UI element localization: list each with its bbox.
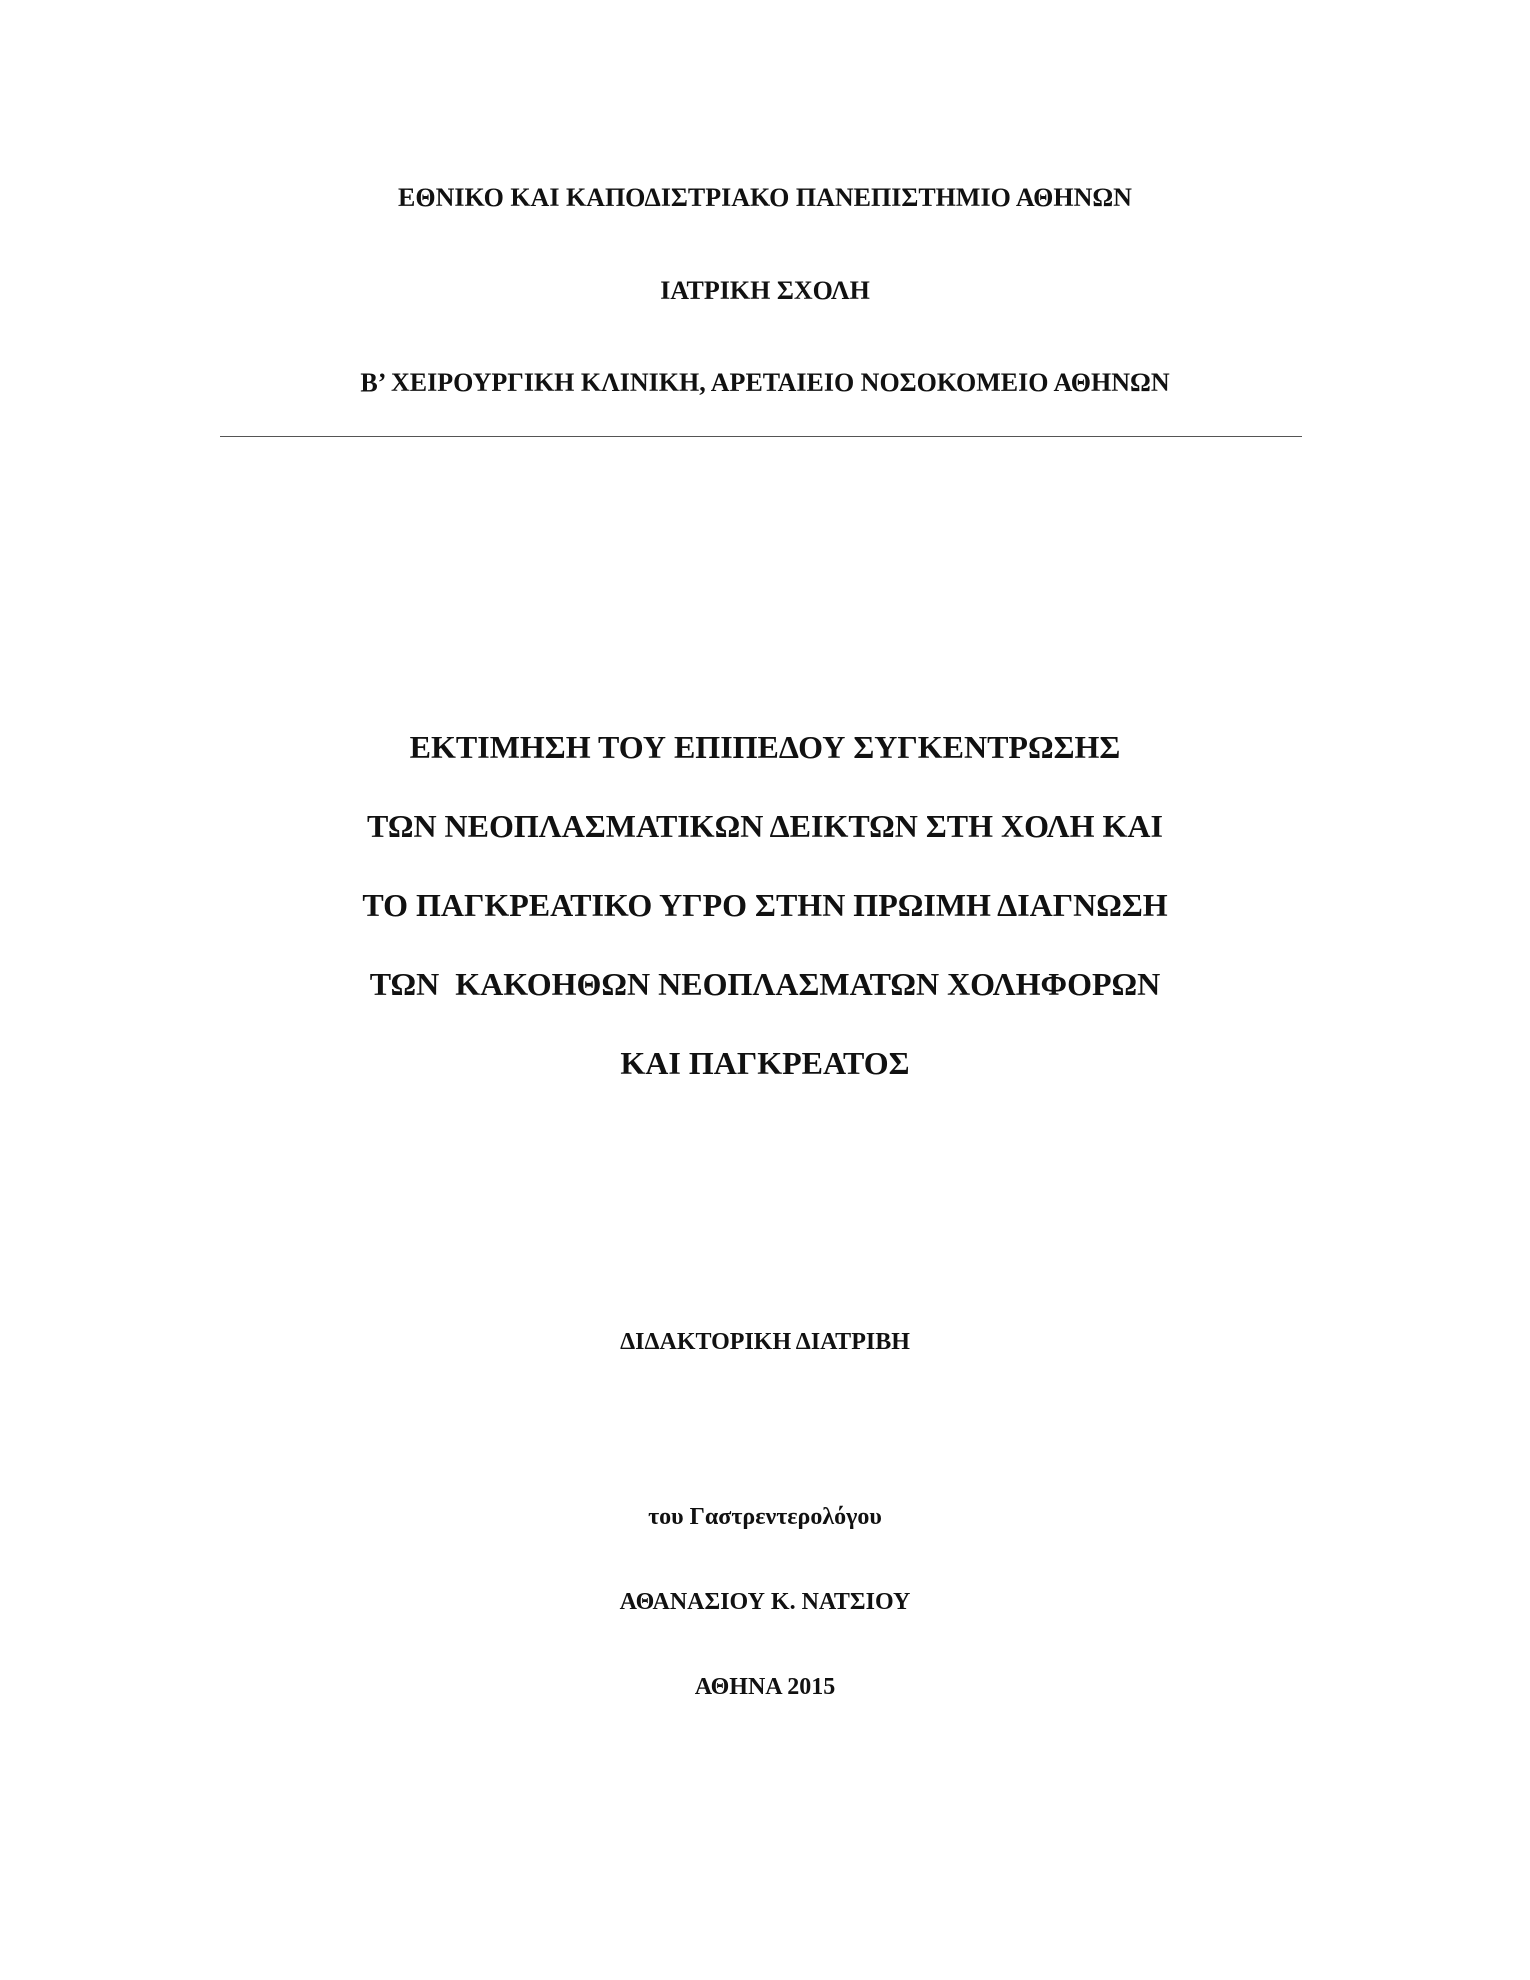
title-line: ΤΩΝ ΚΑΚΟΗΘΩΝ ΝΕΟΠΛΑΣΜΑΤΩΝ ΧΟΛΗΦΟΡΩΝ (369, 966, 1161, 1002)
header-clinic: Β’ ΧΕΙΡΟΥΡΓΙΚΗ ΚΛΙΝΙΚΗ, ΑΡΕΤΑΙΕΙΟ ΝΟΣΟΚΟΜΕΙΟ ΑΘΗΝΩΝ (360, 368, 1170, 397)
title-line: ΚΑΙ ΠΑΓΚΡΕΑΤΟΣ (620, 1045, 910, 1081)
header-university: ΕΘΝΙΚΟ ΚΑΙ ΚΑΠΟΔΙΣΤΡΙΑΚΟ ΠΑΝΕΠΙΣΤΗΜΙΟ ΑΘΗΝΩΝ (398, 183, 1132, 212)
header-school: ΙΑΤΡΙΚΗ ΣΧΟΛΗ (660, 276, 870, 305)
title-line: ΕΚΤΙΜΗΣΗ ΤΟΥ ΕΠΙΠΕΔΟΥ ΣΥΓΚΕΝΤΡΩΣΗΣ (409, 729, 1121, 765)
title-line: ΤΩΝ ΝΕΟΠΛΑΣΜΑΤΙΚΩΝ ΔΕΙΚΤΩΝ ΣΤΗ ΧΟΛΗ ΚΑΙ (367, 808, 1163, 844)
header-divider (220, 436, 1302, 437)
place-year: ΑΘΗΝΑ 2015 (694, 1674, 836, 1700)
title-line: ΤΟ ΠΑΓΚΡΕΑΤΙΚΟ ΥΓΡΟ ΣΤΗΝ ΠΡΩΙΜΗ ΔΙΑΓΝΩΣΗ (362, 887, 1168, 923)
thesis-type: ΔΙΔΑΚΤΟΡΙΚΗ ΔΙΑΤΡΙΒΗ (620, 1329, 910, 1355)
author-prefix: του Γαστρεντερολόγου (648, 1504, 882, 1530)
author-name: ΑΘΑΝΑΣΙΟΥ Κ. ΝΑΤΣΙΟΥ (619, 1589, 911, 1615)
